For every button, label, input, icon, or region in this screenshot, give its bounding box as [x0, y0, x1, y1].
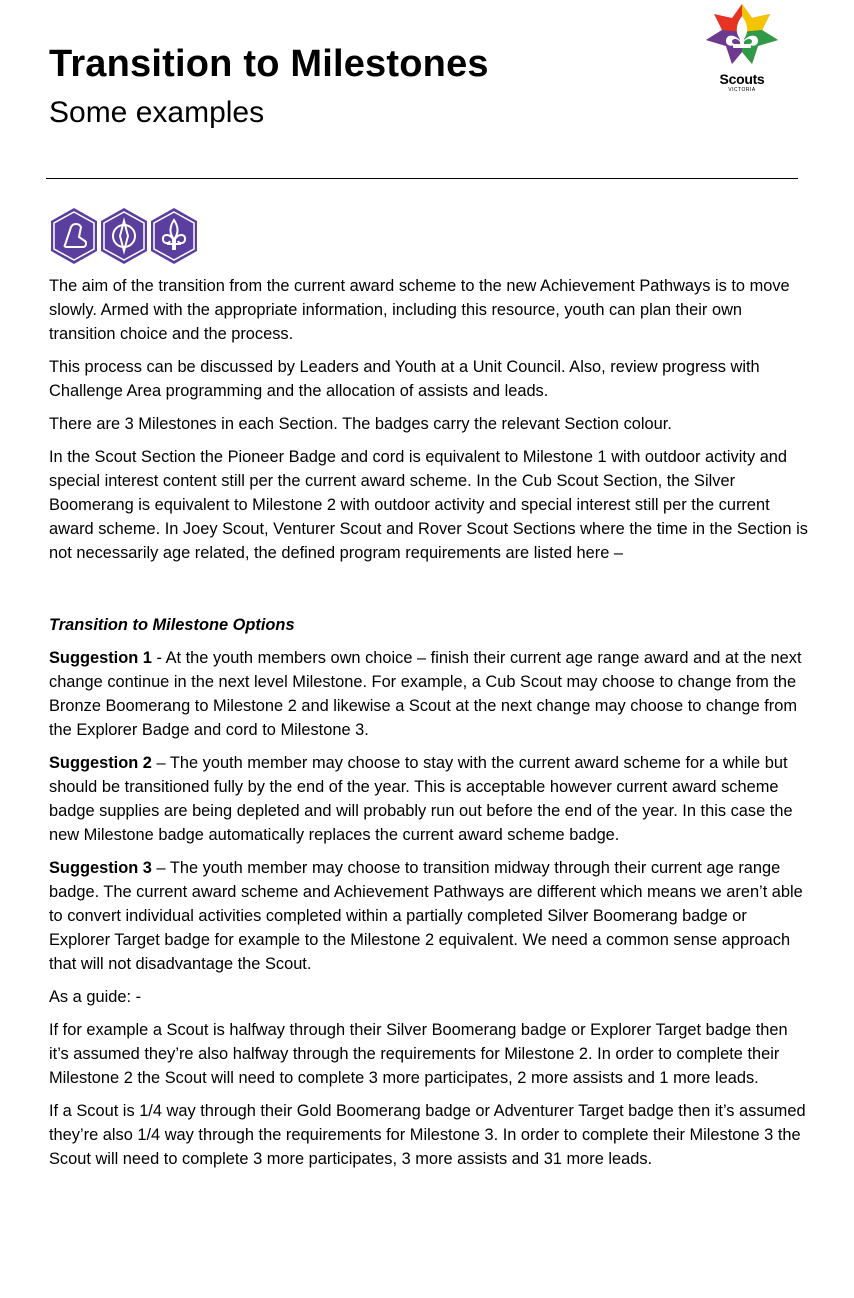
suggestion-paragraph	[49, 751, 809, 847]
suggestion-paragraph	[49, 646, 809, 742]
suggestion-label: Suggestion 2	[49, 754, 152, 772]
suggestion-text: – The youth member may choose to stay with the current award scheme for a while but should be transitioned fully by the end of the year. This is acceptable however current award scheme badge supplies are being depleted and will probably run out before the end of the year. In this case the new Milestone badge automatically replaces the current award scheme badge.	[49, 754, 793, 844]
guide-example: If a Scout is 1/4 way through their Gold Boomerang badge or Adventurer Target badge then it’s assumed they’re also 1/4 way through the requirements for Milestone 3. In order to complete their Milestone 3 the Scout will need to complete 3 more participates, 3 more assists and 31 more leads.	[49, 1102, 806, 1168]
scouts-victoria-logo	[700, 2, 784, 97]
fleur-de-lis-icon	[149, 207, 199, 265]
suggestion-paragraph	[49, 856, 809, 976]
intro-paragraph: In the Scout Section the Pioneer Badge and cord is equivalent to Milestone 1 with outdoor activity and special interest content still per the current award scheme. In the Cub Scout Section, the Silver Boomerang is equivalent to Milestone 2 with outdoor activity and special interest still per the current award scheme. In Joey Scout, Venturer Scout and Rover Scout Sections where the time in the Section is not necessarily age related, the defined program requirements are listed here –	[49, 448, 808, 562]
intro-paragraph: There are 3 Milestones in each Section. The badges carry the relevant Section colour.	[49, 415, 672, 433]
page-subtitle: Some examples	[49, 96, 265, 129]
scouts-emblem-icon	[700, 2, 784, 72]
options-heading: Transition to Milestone Options	[49, 616, 295, 634]
guide-intro: As a guide: -	[49, 988, 142, 1006]
suggestion-label: Suggestion 1	[49, 649, 152, 667]
guide-example: If for example a Scout is halfway through their Silver Boomerang badge or Explorer Target badge then it’s assumed they’re also halfway through the requirements for Milestone 2. In order to complete their Milestone 2 the Scout will need to complete 3 more participates, 2 more assists and 1 more leads.	[49, 1021, 788, 1087]
milestone-badges	[49, 207, 201, 265]
compass-icon	[99, 207, 149, 265]
boot-icon	[49, 207, 99, 265]
logo-wordmark: Scouts	[719, 71, 765, 87]
header-divider	[46, 178, 798, 179]
intro-paragraph: This process can be discussed by Leaders and Youth at a Unit Council. Also, review progress with Challenge Area programming and the allocation of assists and leads.	[49, 358, 760, 400]
logo-subtext: VICTORIA	[728, 87, 756, 93]
page-title: Transition to Milestones	[49, 43, 489, 85]
suggestion-text: - At the youth members own choice – finish their current age range award and at the next change continue in the next level Milestone. For example, a Cub Scout may choose to change from the Bronze Boomerang to Milestone 2 and likewise a Scout at the next change may choose to change from the Explorer Badge and cord to Milestone 3.	[49, 649, 802, 739]
suggestion-label: Suggestion 3	[49, 859, 152, 877]
document-body	[49, 274, 809, 1180]
suggestion-text: – The youth member may choose to transition midway through their current age range badge. The current award scheme and Achievement Pathways are different which means we aren’t able to convert individual activities completed within a partially completed Silver Boomerang badge or Explorer Target badge for example to the Milestone 2 equivalent. We need a common sense approach that will not disadvantage the Scout.	[49, 859, 803, 973]
intro-paragraph: The aim of the transition from the current award scheme to the new Achievement Pathways is to move slowly. Armed with the appropriate information, including this resource, youth can plan their own transition choice and the process.	[49, 277, 790, 343]
